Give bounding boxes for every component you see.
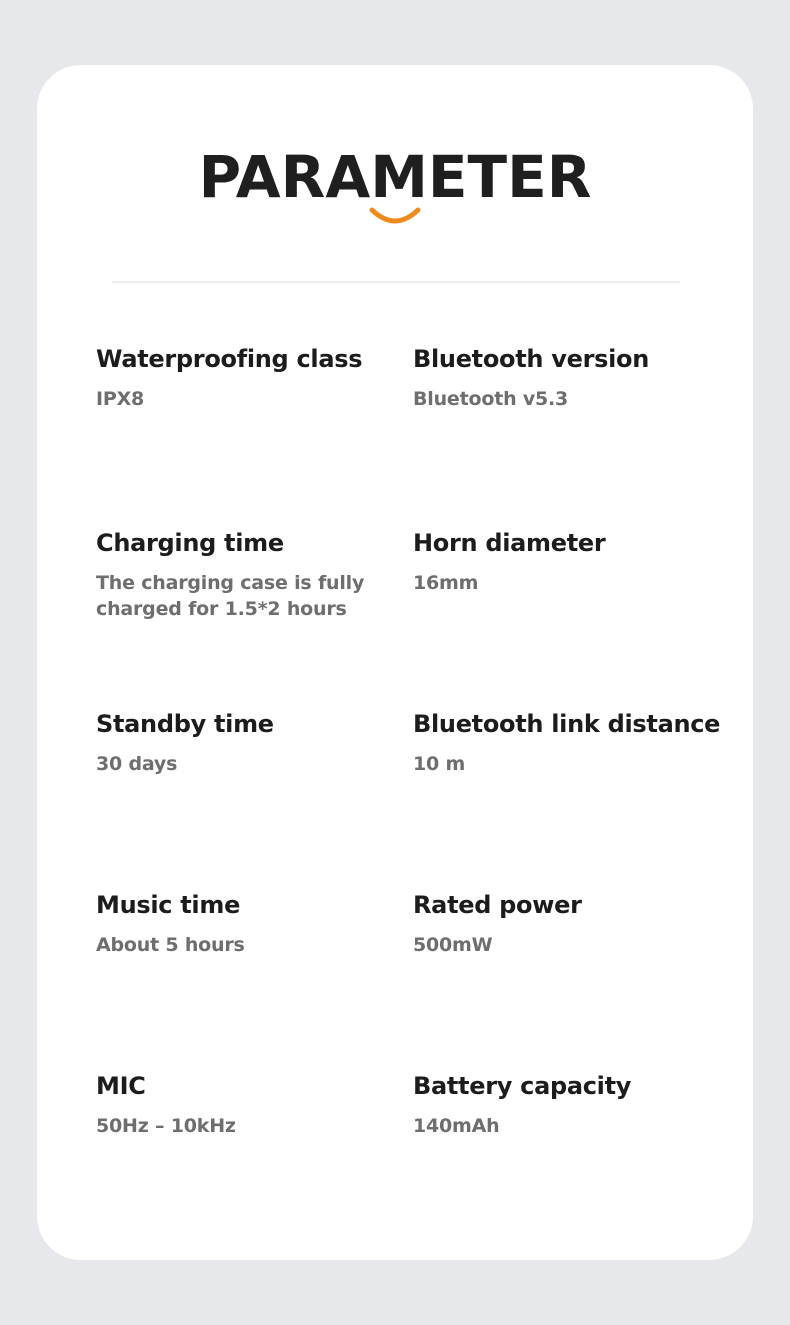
param-value: 30 days [96,753,178,775]
param-label: Rated power [413,891,582,919]
param-horn-diameter [413,528,605,596]
param-label: Battery capacity [413,1072,632,1100]
param-label: Waterproofing class [96,345,363,373]
param-bluetooth-link-distance [413,709,720,777]
param-value: 50Hz – 10kHz [96,1115,236,1137]
param-label: Music time [96,891,241,919]
param-label: Standby time [96,710,274,738]
param-value: 10 m [413,753,466,775]
param-label: Charging time [96,529,284,557]
param-battery-capacity [413,1071,631,1139]
param-standby-time [96,709,274,777]
param-label: MIC [96,1072,146,1100]
param-value: 500mW [413,934,493,956]
param-rated-power [413,890,582,958]
param-value: Bluetooth v5.3 [413,388,569,410]
title-divider [112,281,680,283]
param-value: The charging case is fully charged for 1.5*2 hours [96,572,365,620]
param-value: About 5 hours [96,934,245,956]
param-label: Bluetooth link distance [413,710,721,738]
param-value: 140mAh [413,1115,500,1137]
page-title: PARAMETER [198,143,592,211]
param-label: Horn diameter [413,529,606,557]
param-charging-time [96,528,364,622]
param-value: 16mm [413,572,479,594]
param-label: Bluetooth version [413,345,649,373]
param-value: IPX8 [96,388,145,410]
param-bluetooth-version [413,344,649,412]
param-waterproofing-class [96,344,362,412]
smile-accent-icon [368,206,422,228]
param-music-time [96,890,245,958]
param-mic [96,1071,236,1139]
